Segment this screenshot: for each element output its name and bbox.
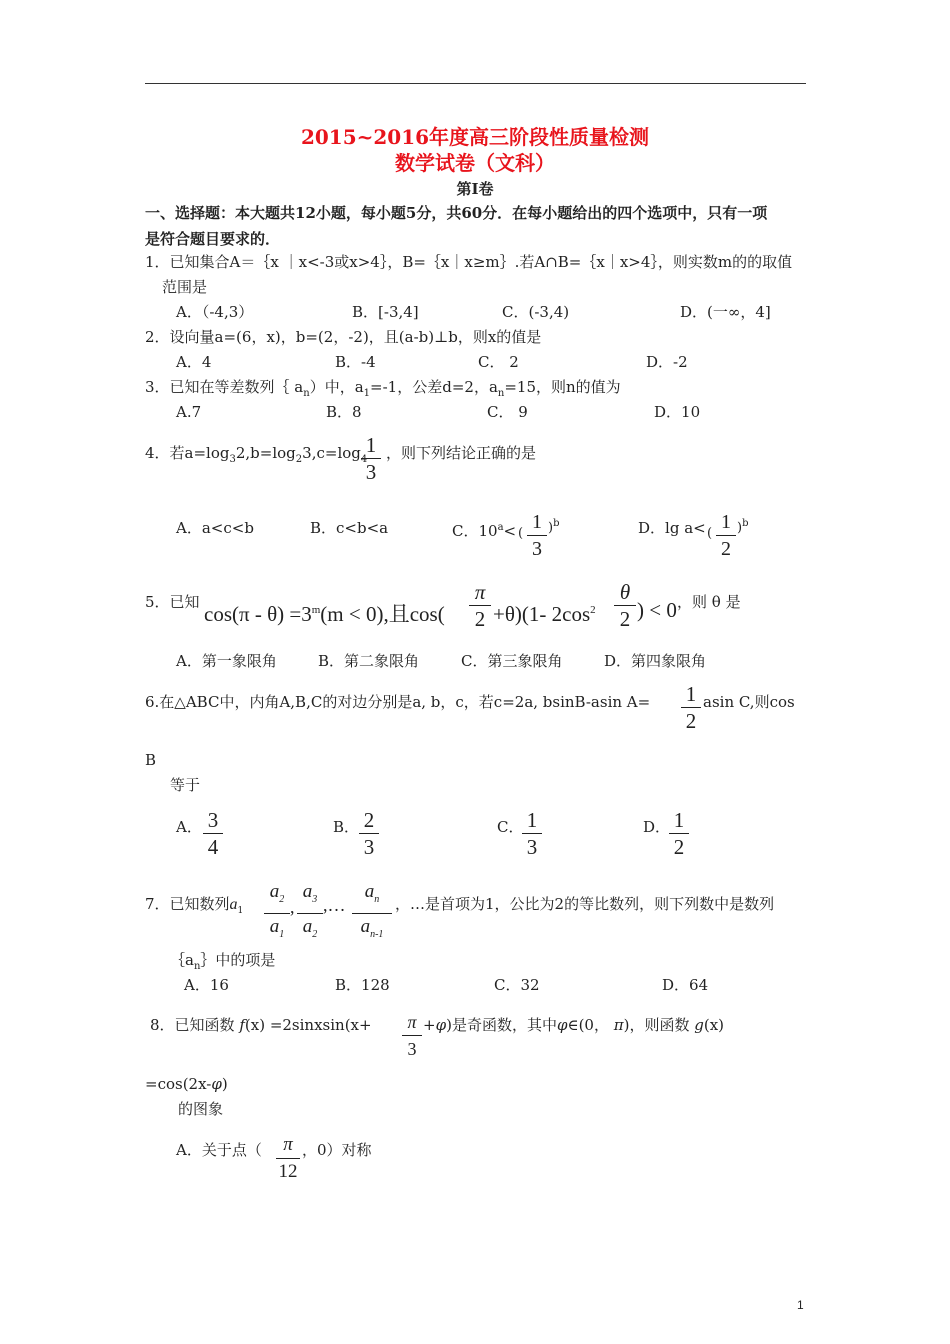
q1-stem: 1．已知集合A＝｛x ｜x<-3或x>4｝，B=｛x｜x≥m｝.若A∩B=｛x｜x>4｝，则实数m的的取值 [145,253,793,271]
q5-option-b: B．第二象限角 [318,652,420,670]
q1-stem-cont: 范围是 [162,278,208,296]
section-heading-cont: 是符合题目要求的． [145,230,281,248]
q7-fraction-2: $a_3$ $a_2$ [297,880,323,947]
q6-option-d: D． [643,818,671,836]
q5-option-a: A．第一象限角 [176,652,277,670]
q7-option-a: A．16 [184,976,229,994]
q7-stem-tail: ，…是首项为1，公比为2的等比数列，则下列数中是数列 [395,895,775,913]
q8-stem-cont: =cos(2x-φ) [145,1075,228,1093]
q4-option-c-fraction: 1 3 [527,510,547,561]
q7-fraction-3: $a_n$ $a_{n-1}$ [352,880,392,947]
q1-option-d: D．(一∞，4] [680,303,771,321]
q3-option-a: A.7 [176,403,202,421]
q7-fraction-1: $a_2$ $a_1$ [264,880,290,947]
q7-comma-1: , [290,897,295,917]
q2-stem: 2．设向量a=(6，x)，b=(2，-2)，且(a-b)⊥b，则x的值是 [145,328,542,346]
q4-option-b: B．c<b<a [310,519,389,537]
q4-option-d-lparen: ( [707,526,713,541]
q8-option-a-tail: ，0）对称 [302,1141,372,1159]
q6-stem-cont: B [145,751,157,769]
q6-stem: 6.在△ABC中，内角A,B,C的对边分别是a, b，c，若c=2a, bsinB-asin A= [145,693,651,711]
q6-option-b-fraction: 2 3 [359,808,379,859]
q6-option-b: B． [333,818,360,836]
q5-stem-tail: ，则 θ 是 [677,593,741,611]
q5-expr-part3: ) < 0 [637,598,677,622]
q1-option-b: B．[-3,4] [352,303,419,321]
q4-stem-prefix: 4．若$a=\log_32,b=\log_23,c=\log_4$ [145,444,368,465]
q8-stem-prefix: 8．已知函数 f(x) =2sinxsin(x+ [150,1016,372,1034]
q2-option-a: A．4 [176,353,212,371]
q3-option-d: D．10 [654,403,701,421]
q7-stem-cont: $\{a_n\}$中的项是 [170,951,276,972]
q5-fraction-theta: θ 2 [614,580,636,631]
q1-option-a: A．（-4,3） [176,303,254,321]
q2-option-c: C． 2 [478,353,519,371]
q6-option-c-fraction: 1 3 [522,808,542,859]
q4-option-c-prefix: C．$10^a<$ [452,522,517,540]
q6-stem-cont2: 等于 [170,776,201,794]
q1-option-c: C．(-3,4) [502,303,570,321]
q4-option-d-rparen: )$^b$ [737,518,749,536]
q8-option-a-prefix: A．关于点（ [176,1141,262,1159]
q5-fraction-pi: π 2 [469,580,491,631]
q3-stem: 3．已知在等差数列｛ $a_n$）中，$a_1=-1$，公差d=2，$a_n=15$，则n的值为 [145,378,621,399]
q8-option-a-fraction: π 12 [276,1133,300,1184]
q4-option-d-prefix: D．lg a< [638,519,706,537]
q5-expr-part2: +θ)(1- $2\cos^2$ [493,602,596,626]
q5-option-d: D．第四象限角 [604,652,707,670]
q7-stem-prefix: 7．已知数列$a_1$ [145,895,244,916]
q4-option-a: A．a<c<b [176,519,254,537]
q7-dots: ,… [323,895,346,915]
q5-expr-part1: $\cos(\pi - \theta) =3^m(m < 0)$,且cos( [204,602,445,626]
q3-option-c: C． 9 [487,403,528,421]
q5-stem-prefix: 5．已知 [145,593,200,611]
q4-option-c-lparen: ( [518,526,524,541]
q4-fraction: 1 3 [361,433,381,484]
q4-option-d-fraction: 1 2 [716,510,736,561]
q6-option-a: A． [176,818,202,836]
section-heading: 一、选择题：本大题共12小题，每小题5分，共60分．在每小题给出的四个选项中，只有一项 [145,204,768,222]
q5-option-c: C．第三象限角 [461,652,563,670]
q6-fraction: 1 2 [681,682,701,733]
q6-option-c: C． [497,818,524,836]
q6-stem-tail: asin C,则cos [703,693,795,711]
q2-option-b: B．-4 [335,353,376,371]
q4-option-c-rparen: )$^b$ [548,518,560,536]
q7-option-b: B．128 [335,976,390,994]
q7-option-d: D．64 [662,976,709,994]
q8-stem-cont2: 的图象 [178,1100,224,1118]
exam-title: 2015~2016年度高三阶段性质量检测 [300,125,650,149]
exam-subtitle: 数学试卷（文科） [395,151,555,175]
q3-option-b: B．8 [326,403,362,421]
q6-option-a-fraction: 3 4 [203,808,223,859]
q2-option-d: D．-2 [646,353,688,371]
q6-option-d-fraction: 1 2 [669,808,689,859]
q8-fraction-pi3: π 3 [402,1010,422,1061]
header-rule [145,83,806,84]
q8-stem-mid: +φ)是奇函数，其中φ∈(0， π)，则函数 g(x) [423,1016,725,1034]
q7-option-c: C．32 [494,976,540,994]
page-number: 1 [797,1298,804,1312]
part-label: 第Ⅰ卷 [456,180,494,198]
q4-stem-tail: ，则下列结论正确的是 [386,444,537,462]
